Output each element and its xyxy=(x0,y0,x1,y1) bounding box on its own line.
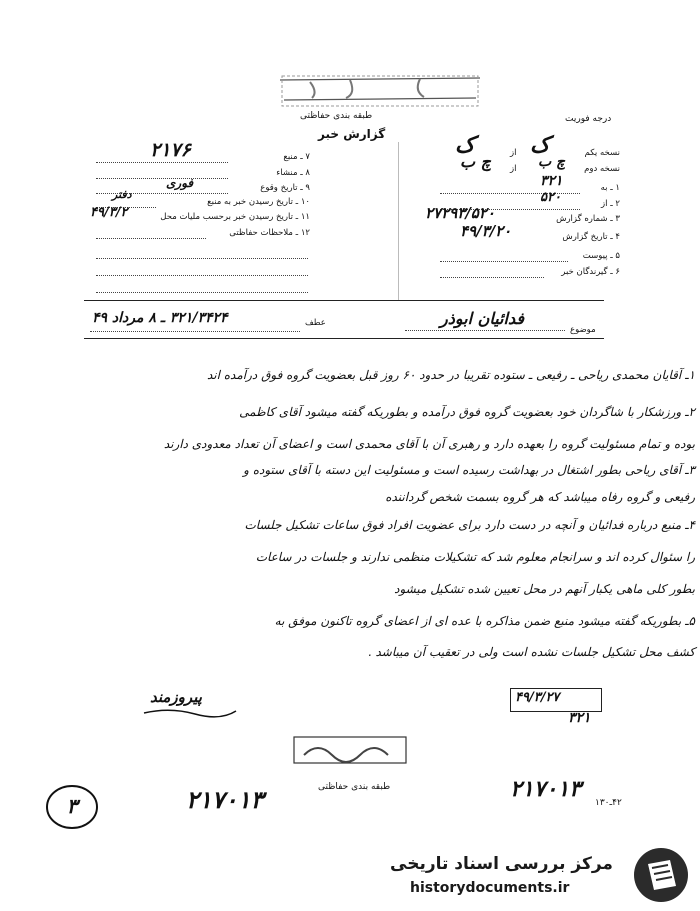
stamp-number-box xyxy=(510,688,602,712)
circled-page-number xyxy=(44,782,100,832)
stamp-number: ۴۹/۳/۲۷ xyxy=(515,690,560,705)
to-value: ۳۲۱ xyxy=(540,173,563,189)
bottom-classification-label: طبقه بندی حفاظتی xyxy=(318,782,391,792)
classification-stamp-top xyxy=(270,70,490,114)
right-archive-number: ۲۱۷۰۱۳ xyxy=(510,776,581,802)
stamp-graphic xyxy=(270,70,490,114)
recipients-label: ۶ ـ گیرندگان خبر xyxy=(561,267,620,277)
signature: پیروزمند xyxy=(150,688,202,706)
classification-label: طبقه بندی حفاظتی xyxy=(300,111,373,121)
local-receipt-date-value: ۴۹/۳/۲ xyxy=(90,205,128,220)
subject-value: فدائیان ابوذر xyxy=(440,309,524,328)
copy1-value-2: ک xyxy=(455,132,475,158)
body-line-6: ۴ـ منبع درباره فدائیان و آنچه در دست دارد برای عضویت افراد فوق ساعات تشکیل جلسات xyxy=(244,518,695,532)
copy2-value-2: چ ب xyxy=(460,152,491,171)
source-receipt-date-value: دفتر xyxy=(112,188,132,201)
copy1-label: نسخه یکم xyxy=(584,148,620,158)
stamp-number-sub: ۳۲۱ xyxy=(568,710,591,726)
body-line-9: ۵ـ بطوریکه گفته میشود منبع ضمن مذاکره با عده ای از اعضای گروه تاکنون موفق به xyxy=(274,614,695,628)
body-line-4: ۳ـ آقای ریاحی بطور اشتغال در بهداشت رسیده است و مسئولیت این دسته با آقای ستوده و xyxy=(243,463,695,477)
body-line-10: کشف محل تشکیل جلسات نشده است ولی در تعقیب آن میباشد . xyxy=(367,645,695,659)
to-label: ۱ ـ به xyxy=(600,183,620,193)
footer-title: مرکز بررسی اسناد تاریخی xyxy=(390,854,613,874)
form-title: گزارش خبر xyxy=(318,127,386,141)
classification-stamp-bottom xyxy=(290,733,410,781)
copy1-value: ک xyxy=(530,132,550,158)
source-dotline xyxy=(96,162,228,163)
reference-label: عطف xyxy=(305,318,326,328)
bottom-stamp-graphic xyxy=(290,733,410,767)
source-field-label: ۷ ـ منبع xyxy=(283,152,310,162)
left-blank-line-1 xyxy=(96,258,308,259)
report-date-value: ۴۹/۳/۲۰ xyxy=(460,222,512,240)
security-dotline xyxy=(96,238,206,239)
center-divider xyxy=(398,142,399,300)
subject-dotline xyxy=(405,330,565,331)
subject-label: موضوع xyxy=(570,325,596,335)
report-number-label: ۳ ـ شماره گزارش xyxy=(556,214,620,224)
local-receipt-date-label: ۱۱ ـ تاریخ رسیدن خبر برحسب ملیات محل xyxy=(160,212,310,222)
attachment-label: ۵ ـ پیوست xyxy=(582,251,620,261)
copy2-label: نسخه دوم xyxy=(584,164,620,174)
archive-footer xyxy=(0,836,700,911)
body-line-3: بوده و تمام مسئولیت گروه را بعهده دارد و رهبری آن با آقای محمدی است و اعضای آن تعداد معدودی دارند xyxy=(163,437,695,451)
body-line-1: ۱ـ آقایان محمدی ریاحی ـ رفیعی ـ ستوده تقریبا در حدود ۶۰ روز قبل بعضویت گروه فوق درآمده اند xyxy=(206,368,695,382)
recipients-dotline xyxy=(440,277,544,278)
left-archive-number: ۲۱۷۰۱۳ xyxy=(186,785,264,814)
footer-url: historydocuments.ir xyxy=(410,880,570,896)
body-line-8: بطور کلی ماهی یکبار آنهم در محل تعیین شده تشکیل میشود xyxy=(394,582,695,596)
body-line-2: ۲ـ ورزشکار با شاگردان خود بعضویت گروه فوق درآمده و بطوریکه گفته میشود آقای کاظمی xyxy=(239,405,695,419)
archive-logo-icon xyxy=(632,846,690,904)
from-value: ۵۲۰ xyxy=(540,190,561,205)
reference-dotline xyxy=(90,331,300,332)
attachment-dotline xyxy=(440,261,568,262)
source-receipt-date-label: ۱۰ ـ تاریخ رسیدن خبر به منبع xyxy=(207,197,310,207)
rule-under-fields xyxy=(84,300,604,301)
copy2-value: چ ب xyxy=(538,154,566,170)
small-archive-code: ۴۲ـ۱۳۰ xyxy=(595,798,622,808)
report-date-label: ۴ ـ تاریخ گزارش xyxy=(562,232,620,242)
security-notes-label: ۱۲ ـ ملاحظات حفاظتی xyxy=(229,228,310,238)
signature-flourish xyxy=(140,705,240,719)
rule-under-subject xyxy=(84,338,604,339)
occurrence-date-label: ۹ ـ تاریخ وقوع xyxy=(260,183,310,193)
origin-field-label: ۸ ـ منشاء xyxy=(276,168,310,178)
priority-label: درجه فوریت xyxy=(565,114,612,124)
body-line-7: را سئوال کرده اند و سرانجام معلوم شد که تشکیلات منظمی ندارند و جلسات در ساعات xyxy=(255,550,695,564)
copy1-mid: از xyxy=(510,148,517,158)
source-field-value: ۲۱۷۶ xyxy=(150,139,191,161)
origin-dotline xyxy=(96,178,228,179)
report-number-value: ۲۷۲۹۳/۵۲۰ xyxy=(425,204,495,222)
circled-number: ۳ xyxy=(66,794,78,818)
occurrence-date-value: فوری xyxy=(166,176,194,190)
copy2-mid: از xyxy=(510,164,517,174)
left-blank-line-3 xyxy=(96,292,308,293)
left-blank-line-2 xyxy=(96,275,308,276)
reference-value: ۳۲۱/۳۴۲۴ ـ ۸ مرداد ۴۹ xyxy=(92,310,228,326)
body-line-5: رفیعی و گروه رفاه میباشد که هر گروه بسمت شخص گرداننده xyxy=(385,490,695,504)
from-label: ۲ ـ از xyxy=(601,199,620,209)
